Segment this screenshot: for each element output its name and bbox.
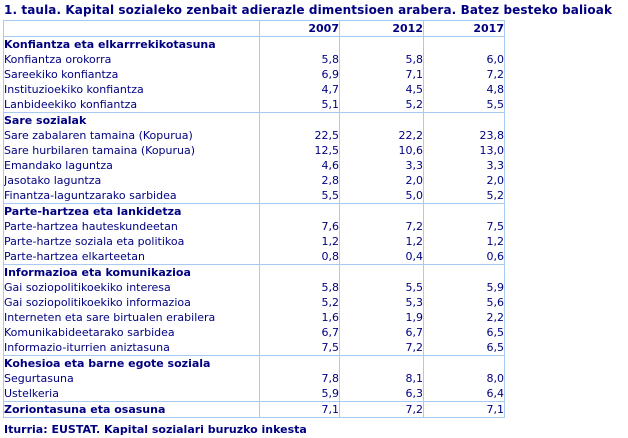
table-row <box>4 325 505 340</box>
value-cell: 7,1 <box>424 402 505 418</box>
value-cell: 3,3 <box>424 158 505 173</box>
value-cell: 7,6 <box>260 219 340 234</box>
table-row <box>4 340 505 356</box>
value-cell <box>260 265 340 281</box>
table-title: 1. taula. Kapital sozialeko zenbait adierazle dimentsioen arabera. Batez besteko balioak <box>4 3 613 17</box>
section-header-label: Informazioa eta komunikazioa <box>4 265 260 281</box>
value-cell <box>424 113 505 129</box>
value-cell <box>424 265 505 281</box>
value-cell <box>424 356 505 372</box>
row-label: Sare zabalaren tamaina (Kopurua) <box>4 129 193 142</box>
value-cell <box>260 204 340 220</box>
table-body <box>4 37 505 418</box>
table-row <box>4 234 505 249</box>
year-column-2007: 2007 <box>260 21 340 37</box>
value-cell: 8,1 <box>340 371 424 386</box>
row-label: Sareekiko konfiantza <box>4 68 119 81</box>
value-cell: 5,1 <box>260 97 340 113</box>
value-cell: 4,8 <box>424 82 505 97</box>
row-label: Informazio-iturrien aniztasuna <box>4 341 170 354</box>
table-row <box>4 158 505 173</box>
source-note: Iturria: EUSTAT. Kapital sozialari buruzko inkesta <box>4 423 307 436</box>
row-label: Gai soziopolitikoekiko interesa <box>4 281 171 294</box>
value-cell: 5,9 <box>424 280 505 295</box>
value-cell: 0,6 <box>424 249 505 265</box>
value-cell: 12,5 <box>260 143 340 158</box>
value-cell: 5,5 <box>340 280 424 295</box>
value-cell: 10,6 <box>340 143 424 158</box>
value-cell: 1,9 <box>340 310 424 325</box>
value-cell: 7,1 <box>340 67 424 82</box>
row-label: Parte-hartzea hauteskundeetan <box>4 220 178 233</box>
value-cell: 13,0 <box>424 143 505 158</box>
value-cell: 5,3 <box>340 295 424 310</box>
section-header-row <box>4 356 505 372</box>
header-empty-cell <box>4 21 260 37</box>
value-cell: 6,5 <box>424 340 505 356</box>
value-cell: 8,0 <box>424 371 505 386</box>
value-cell: 7,2 <box>424 67 505 82</box>
table-header <box>4 21 505 37</box>
value-cell: 4,7 <box>260 82 340 97</box>
section-header-row <box>4 265 505 281</box>
value-cell: 3,3 <box>340 158 424 173</box>
row-label: Instituzioekiko konfiantza <box>4 83 144 96</box>
table-row <box>4 371 505 386</box>
value-cell: 6,4 <box>424 386 505 402</box>
year-column-2017: 2017 <box>424 21 505 37</box>
value-cell: 5,2 <box>424 188 505 204</box>
row-label: Lanbideekiko konfiantza <box>4 98 138 111</box>
year-column-2012: 2012 <box>340 21 424 37</box>
table-row <box>4 188 505 204</box>
value-cell: 1,2 <box>340 234 424 249</box>
table-row <box>4 143 505 158</box>
value-cell: 5,6 <box>424 295 505 310</box>
row-label: Finantza-laguntzarako sarbidea <box>4 189 177 202</box>
row-label: Parte-hartze soziala eta politikoa <box>4 235 185 248</box>
value-cell: 0,4 <box>340 249 424 265</box>
section-header-label: Kohesioa eta barne egote soziala <box>4 356 260 372</box>
value-cell: 6,7 <box>260 325 340 340</box>
value-cell: 6,9 <box>260 67 340 82</box>
table-row <box>4 52 505 67</box>
value-cell: 23,8 <box>424 128 505 143</box>
value-cell: 4,6 <box>260 158 340 173</box>
value-cell <box>260 37 340 53</box>
value-cell: 7,2 <box>340 340 424 356</box>
year-header-row <box>4 21 505 37</box>
row-label: Gai soziopolitikoekiko informazioa <box>4 296 191 309</box>
value-cell: 6,7 <box>340 325 424 340</box>
section-header-label: Parte-hartzea eta lankidetza <box>4 204 260 220</box>
value-cell: 7,8 <box>260 371 340 386</box>
value-cell <box>340 37 424 53</box>
row-label: Sare hurbilaren tamaina (Kopurua) <box>4 144 196 157</box>
table-row <box>4 386 505 402</box>
section-header-label: Sare sozialak <box>4 113 260 129</box>
value-cell: 6,3 <box>340 386 424 402</box>
value-cell: 5,5 <box>260 188 340 204</box>
table-row <box>4 173 505 188</box>
value-cell <box>260 356 340 372</box>
value-cell: 1,6 <box>260 310 340 325</box>
value-cell: 7,5 <box>260 340 340 356</box>
value-cell: 7,2 <box>340 219 424 234</box>
value-cell: 5,8 <box>260 52 340 67</box>
table-row <box>4 67 505 82</box>
value-cell <box>340 265 424 281</box>
value-cell <box>424 37 505 53</box>
section-header-row <box>4 113 505 129</box>
value-cell: 1,2 <box>260 234 340 249</box>
value-cell: 5,8 <box>340 52 424 67</box>
value-cell: 2,0 <box>340 173 424 188</box>
value-cell <box>340 356 424 372</box>
table-row <box>4 219 505 234</box>
value-cell <box>424 204 505 220</box>
indicators-table <box>3 20 505 418</box>
section-header-label: Konfiantza eta elkarrrekikotasuna <box>4 37 260 53</box>
value-cell: 7,1 <box>260 402 340 418</box>
value-cell: 5,9 <box>260 386 340 402</box>
row-label: Parte-hartzea elkarteetan <box>4 250 145 263</box>
value-cell <box>340 113 424 129</box>
section-header-label: Zoriontasuna eta osasuna <box>4 402 260 418</box>
value-cell: 0,8 <box>260 249 340 265</box>
value-cell <box>340 204 424 220</box>
section-header-row <box>4 402 505 418</box>
table-row <box>4 82 505 97</box>
value-cell: 4,5 <box>340 82 424 97</box>
row-label: Jasotako laguntza <box>4 174 102 187</box>
value-cell: 22,2 <box>340 128 424 143</box>
table-row <box>4 249 505 265</box>
value-cell: 1,2 <box>424 234 505 249</box>
row-label: Interneten eta sare birtualen erabilera <box>4 311 216 324</box>
value-cell: 2,8 <box>260 173 340 188</box>
value-cell: 2,0 <box>424 173 505 188</box>
row-label: Komunikabideetarako sarbidea <box>4 326 175 339</box>
value-cell: 7,5 <box>424 219 505 234</box>
row-label: Ustelkeria <box>4 387 59 400</box>
table-row <box>4 310 505 325</box>
value-cell: 2,2 <box>424 310 505 325</box>
row-label: Konfiantza orokorra <box>4 53 112 66</box>
value-cell: 5,2 <box>340 97 424 113</box>
value-cell: 5,5 <box>424 97 505 113</box>
value-cell <box>260 113 340 129</box>
value-cell: 5,8 <box>260 280 340 295</box>
section-header-row <box>4 37 505 53</box>
value-cell: 6,0 <box>424 52 505 67</box>
row-label: Emandako laguntza <box>4 159 113 172</box>
section-header-row <box>4 204 505 220</box>
row-label: Segurtasuna <box>4 372 74 385</box>
value-cell: 6,5 <box>424 325 505 340</box>
value-cell: 5,0 <box>340 188 424 204</box>
table-row <box>4 295 505 310</box>
value-cell: 7,2 <box>340 402 424 418</box>
table-row <box>4 280 505 295</box>
table-row <box>4 97 505 113</box>
value-cell: 22,5 <box>260 128 340 143</box>
table-row <box>4 128 505 143</box>
value-cell: 5,2 <box>260 295 340 310</box>
